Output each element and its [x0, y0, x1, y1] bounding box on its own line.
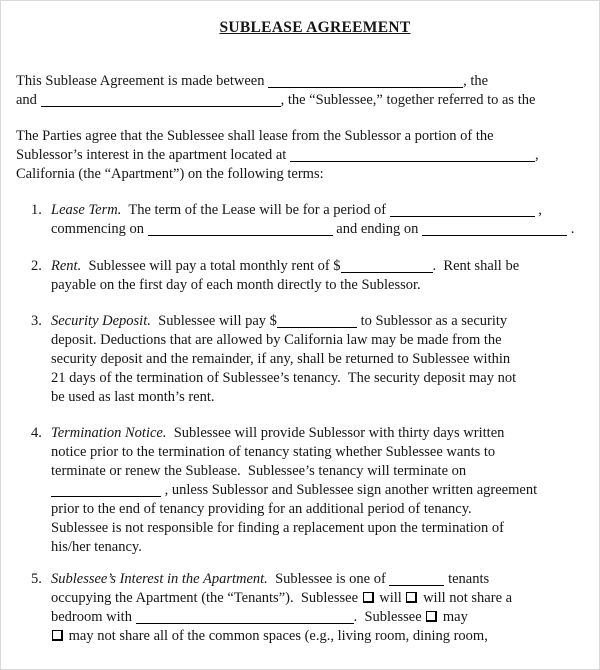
- text: tenants: [444, 571, 490, 587]
- item3-line-2: deposit. Deductions that are allowed by California law may be made from the: [51, 332, 502, 348]
- text: may: [439, 609, 468, 625]
- item-heading: Termination Notice.: [51, 425, 167, 441]
- item-number: 1.: [31, 202, 42, 218]
- blank-apartment-address: [290, 149, 535, 162]
- text: and: [16, 92, 41, 108]
- section-termination-notice: [16, 424, 597, 557]
- item4-line-7: his/her tenancy.: [51, 539, 142, 555]
- text: Sublessor’s interest in the apartment located at: [16, 147, 290, 163]
- item4-line-5: prior to the end of tenancy providing for an additional period of tenancy.: [51, 501, 472, 517]
- item-heading: Lease Term.: [51, 202, 122, 218]
- checkbox-icon: [363, 592, 374, 603]
- item-number: 4.: [31, 425, 42, 441]
- item5-line-3: [51, 608, 597, 627]
- item-number: 5.: [31, 571, 42, 587]
- text: . Rent shall be: [432, 258, 520, 274]
- text: ,: [534, 202, 542, 218]
- text: Sublessee is one of: [267, 571, 390, 587]
- item4-line-4: [51, 481, 597, 500]
- item-heading: Rent.: [51, 258, 82, 274]
- blank-terminate-date: [51, 484, 161, 497]
- blank-commence-date: [148, 223, 333, 236]
- text: ,: [534, 147, 539, 163]
- item3-line-4: 21 days of the termination of Sublessee’s tenancy. The security deposit may not: [51, 370, 517, 386]
- blank-sublessor-name: [268, 75, 463, 88]
- section-security-deposit: [16, 312, 597, 407]
- section-sublessee-interest: [16, 570, 597, 646]
- text: . Sublessee: [353, 609, 426, 625]
- text: Sublessee will provide Sublessor with thirty days written: [166, 425, 505, 441]
- text: to Sublessor as a security: [356, 313, 508, 329]
- item4-line-1: [51, 424, 597, 443]
- parties-line-1: The Parties agree that the Sublessee shall lease from the Sublessor a portion of the: [16, 128, 494, 144]
- document-title: SUBLEASE AGREEMENT: [219, 19, 411, 36]
- blank-end-date: [422, 223, 567, 236]
- item5-line-1: [51, 570, 597, 589]
- item2-line-2: payable on the first day of each month directly to the Sublessor.: [51, 277, 421, 293]
- text: will: [375, 590, 406, 606]
- section-rent: [16, 257, 597, 295]
- text: This Sublease Agreement is made between: [16, 73, 269, 89]
- item-number: 3.: [31, 313, 42, 329]
- blank-rent-amount: [341, 260, 433, 273]
- item5-line-4: [51, 627, 597, 646]
- item5-line-2: [51, 589, 597, 608]
- text: .: [567, 221, 575, 237]
- text: will not share a: [419, 590, 513, 606]
- text: The term of the Lease will be for a period of: [121, 202, 390, 218]
- item-heading: Sublessee’s Interest in the Apartment.: [51, 571, 268, 587]
- text: may not share all of the common spaces (e.g., living room, dining room,: [65, 628, 488, 644]
- blank-deposit-amount: [277, 315, 357, 328]
- text: Sublessee will pay a total monthly rent of $: [81, 258, 341, 274]
- item3-line-3: security deposit and the remainder, if any, shall be returned to Sublessee within: [51, 351, 511, 367]
- blank-roommate-name: [136, 611, 354, 624]
- intro-line-1: [16, 72, 597, 91]
- text: Sublessee will pay $: [150, 313, 277, 329]
- intro-paragraph: [16, 72, 597, 110]
- text: occupying the Apartment (the “Tenants”). Sublessee: [51, 590, 362, 606]
- item4-line-2: notice prior to the termination of tenancy stating whether Sublessee wants to: [51, 444, 496, 460]
- checkbox-icon: [406, 592, 417, 603]
- checkbox-icon: [52, 630, 63, 641]
- text: commencing on: [51, 221, 148, 237]
- section-lease-term: [16, 201, 597, 239]
- checkbox-icon: [426, 611, 437, 622]
- parties-paragraph: [16, 127, 597, 184]
- item1-line-2: [51, 220, 597, 239]
- item2-line-1: [51, 257, 597, 276]
- text: and ending on: [332, 221, 423, 237]
- item3-line-1: [51, 312, 597, 331]
- blank-tenant-count: [389, 573, 444, 586]
- item1-line-1: [51, 201, 597, 220]
- item4-line-6: Sublessee is not responsible for finding a replacement upon the termination of: [51, 520, 505, 536]
- item4-line-3: terminate or renew the Sublease. Sublessee’s tenancy will terminate on: [51, 463, 467, 479]
- item3-line-5: be used as last month’s rent.: [51, 389, 215, 405]
- text: , unless Sublessor and Sublessee sign another written agreement: [161, 482, 538, 498]
- item-heading: Security Deposit.: [51, 313, 151, 329]
- item-number: 2.: [31, 258, 42, 274]
- parties-line-2: [16, 146, 597, 165]
- blank-lease-period: [390, 204, 535, 217]
- blank-sublessee-name: [41, 94, 281, 107]
- intro-line-2: [16, 91, 597, 110]
- parties-line-3: California (the “Apartment”) on the following terms:: [16, 166, 324, 182]
- text: , the “Sublessee,” together referred to as the: [280, 92, 536, 108]
- text: bedroom with: [51, 609, 136, 625]
- text: , the: [463, 73, 489, 89]
